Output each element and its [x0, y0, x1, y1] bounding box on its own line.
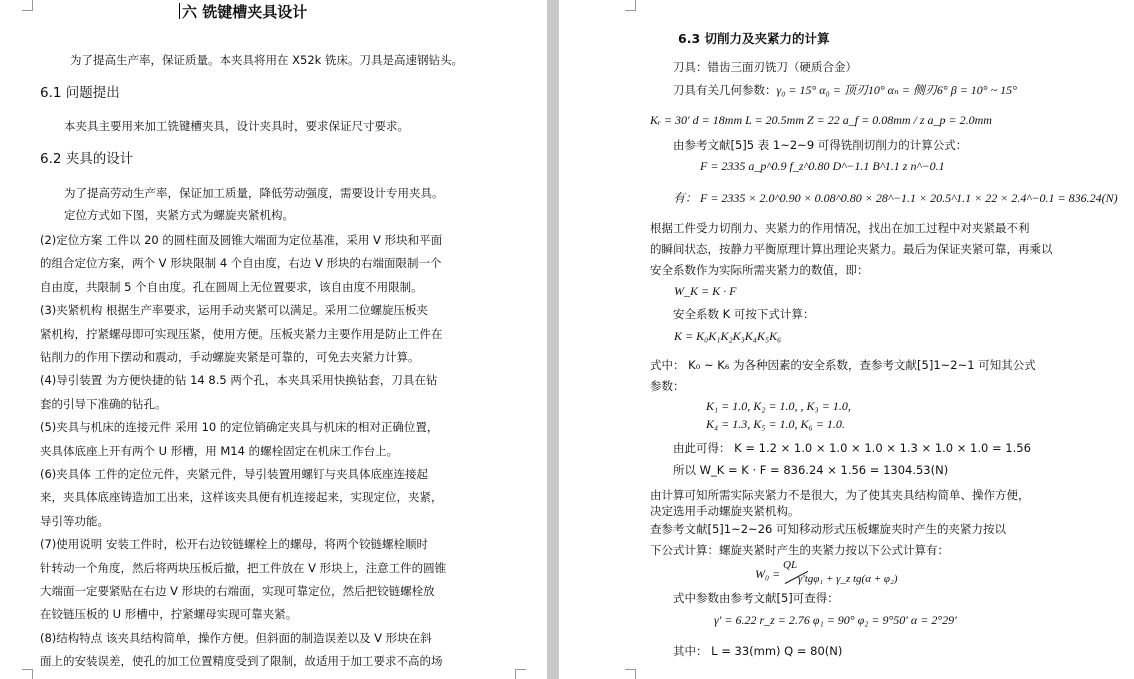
text-line: 夹具体底座上开有两个 U 形槽，用 M14 的螺栓固定在机床工作台上。: [40, 443, 399, 458]
text-cursor: [179, 3, 180, 19]
page-gutter: [547, 0, 559, 679]
text-line: 来，夹具体底座铸造加工出来，这样该夹具便有机连接起来，实现定位，夹紧，: [40, 490, 443, 505]
right-document-page: [559, 0, 1134, 679]
parameter-values: γ′ = 6.22 r_z = 2.76 φ₁ = 90° φ₂ = 9°50′ α = 2°29′: [714, 613, 957, 627]
text-line: 决定选用手动螺旋夹紧机构。: [650, 504, 800, 518]
text-line: 钻削力的作用下摆动和震动，手动螺旋夹紧是可靠的，可免去夹紧力计算。: [40, 350, 420, 364]
geometry-label: 刀具有关几何参数：: [673, 83, 777, 97]
text-line: 安全系数作为实际所需夹紧力的数值，即：: [650, 263, 869, 277]
page-corner-mark: [22, 0, 33, 11]
text-line: 由计算可知所需实际夹紧力不是很大，为了使其夹具结构简单、操作方便，: [650, 488, 1030, 502]
final-values: 其中： L = 33(mm) Q = 80(N): [673, 644, 843, 658]
text-line: 导引等功能。: [40, 513, 109, 528]
text-line: (4)导引装置 为方便快捷的钻 14 8.5 两个孔，本夹具采用快换钻套，刀具在钻: [40, 373, 438, 388]
text-line: 在铰链压板的 U 形槽中，拧紧螺母实现可靠夹紧。: [40, 607, 298, 622]
section-6-2-heading: 6.2 夹具的设计: [40, 151, 134, 167]
section-6-2-para-2: 定位方式如下图，夹紧方式为螺旋夹紧机构。: [64, 208, 294, 222]
text-line: 紧机构，拧紧螺母即可实现压紧，使用方便。压板夹紧力主要作用是防止工件在: [40, 326, 443, 341]
k-values-2: K₄ = 1.3, K₅ = 1.0, K₆ = 1.0.: [706, 417, 845, 431]
section-6-3-heading: 6.3 切削力及夹紧力的计算: [678, 31, 830, 46]
text-line: (2)定位方案 工件以 20 的圆柱面及圆锥大端面为定位基准，采用 V 形块和平面: [40, 233, 443, 247]
chapter-title: 六 铣键槽夹具设计: [179, 3, 307, 20]
left-document-page: [0, 0, 547, 679]
page-corner-mark: [625, 669, 636, 679]
text-line: 下公式计算：螺旋夹紧时产生的夹紧力按以下公式计算有：: [650, 543, 949, 557]
text-line: 自由度，共限制 5 个自由度。孔在圆周上无位置要求，该自由度不用限制。: [40, 279, 423, 294]
text-line: 大端面一定要紧贴在右边 V 形块的右端面，实现可靠定位，然后把铰链螺栓放: [40, 584, 435, 598]
cutting-parameters: Kᵣ = 30′ d = 18mm L = 20.5mm Z = 22 a_f = 0.08mm / z a_p = 2.0mm: [650, 113, 992, 127]
force-calculation: 有： F = 2335 × 2.0^0.90 × 0.08^0.80 × 28^−1.1 × 20.5^1.1 × 22 × 2.4^−0.1 = 836.24(N): [673, 191, 1118, 205]
page-corner-mark: [625, 0, 636, 11]
text-line: 针转动一个角度，然后将两块压板后撤，把工件放在 V 形块上，注意工件的圆锥: [40, 560, 447, 575]
text-line: 套的引导下准确的钻孔。: [40, 396, 167, 411]
w0-denominator: γ′tgφ₁ + γ_z tg(α + φ₂): [798, 573, 898, 585]
text-line: (5)夹具与机床的连接元件 采用 10 的定位销确定夹具与机床的相对正确位置，: [40, 420, 439, 435]
section-6-1-text: 本夹具主要用来加工铣键槽夹具，设计夹具时，要求保证尺寸要求。: [64, 119, 409, 133]
wk-formula: W_K = K · F: [674, 284, 737, 298]
text-line: (3)夹紧机构 根据生产率要求，运用手动夹紧可以满足。采用二位螺旋压板夹: [40, 303, 428, 318]
w0-numerator: QL: [783, 559, 798, 571]
reference-line-1: 由参考文献[5]5 表 1~2~9 可得铣削切削力的计算公式：: [673, 138, 968, 152]
w0-lhs: W₀ =: [755, 567, 781, 581]
text-line: 参数：: [650, 379, 685, 393]
page-corner-mark: [515, 669, 526, 679]
k-formula: K = K₀K₁K₂K₃K₄K₅K₆: [674, 329, 782, 343]
safety-factor-label: 安全系数 K 可按下式计算：: [673, 307, 815, 321]
tool-description: 刀具：错齿三面刃铣刀（硬质合金）: [673, 60, 857, 74]
section-6-1-heading: 6.1 问题提出: [40, 85, 120, 101]
k-values-1: K₁ = 1.0, K₂ = 1.0, , K₃ = 1.0,: [706, 399, 851, 413]
intro-paragraph: 为了提高生产率，保证质量。本夹具将用在 X52k 铣床。刀具是高速钢钻头。: [70, 53, 463, 67]
text-line: 查参考文献[5]1~2~26 可知移动形式压板螺旋夹时产生的夹紧力按以: [650, 522, 1006, 536]
text-line: (6)夹具体 工件的定位元件，夹紧元件，导引装置用螺钉与夹具体底座连接起: [40, 467, 428, 481]
page-corner-mark: [22, 669, 33, 679]
text-line: 式中： K₀ ~ K₆ 为各种因素的安全系数，查参考文献[5]1~2~1 可知其公式: [650, 358, 1036, 372]
section-6-2-para-1: 为了提高劳动生产率，保证加工质量，降低劳动强度，需要设计专用夹具。: [64, 186, 444, 200]
k-result: 由此可得： K = 1.2 × 1.0 × 1.0 × 1.0 × 1.3 × 1.0 × 1.0 = 1.56: [673, 441, 1031, 455]
tool-geometry-line: [673, 82, 1017, 98]
force-formula: F = 2335 a_p^0.9 f_z^0.80 D^−1.1 B^1.1 z n^−0.1: [700, 159, 945, 173]
wk-result: 所以 W_K = K · F = 836.24 × 1.56 = 1304.53(N): [673, 463, 949, 477]
text-line: (8)结构特点 该夹具结构简单，操作方便。但斜面的制造误差以及 V 形块在斜: [40, 630, 432, 645]
text-line: 的瞬间状态，按静力平衡原理计算出理论夹紧力。最后为保证夹紧可靠，再乘以: [650, 242, 1053, 256]
text-line: 的组合定位方案，两个 V 形块限制 4 个自由度，右边 V 形块的右端面限制一个: [40, 256, 442, 271]
parameter-reference: 式中参数由参考文献[5]可查得：: [673, 591, 839, 605]
text-line: 根据工件受力切削力、夹紧力的作用情况，找出在加工过程中对夹紧最不利: [650, 221, 1030, 235]
text-line: 面上的安装误差，使孔的加工位置精度受到了限制，故适用于加工要求不高的场: [40, 654, 443, 669]
text-line: (7)使用说明 安装工件时，松开右边铰链螺栓上的螺母，将两个铰链螺栓顺时: [40, 537, 428, 552]
geometry-formula: γ₀ = 15° α₀ = 顶刃10° αₙ = 侧刃6° β = 10° ~ 15°: [776, 83, 1017, 97]
